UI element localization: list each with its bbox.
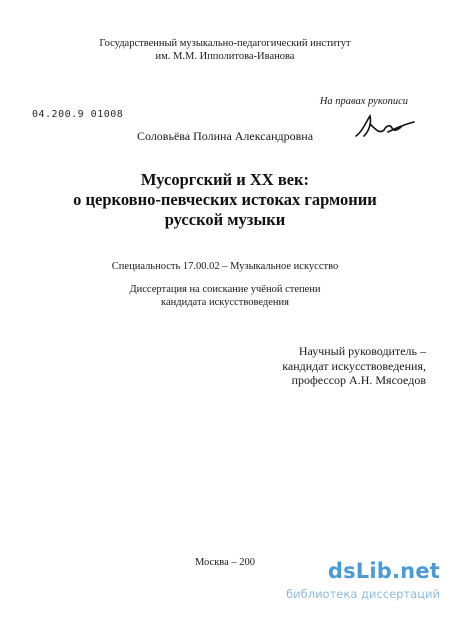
institute-name: Государственный музыкально-педагогический институт — [99, 38, 351, 49]
author-name: Соловьёва Полина Александровна — [136, 129, 314, 143]
rights-note: На правах рукописи — [319, 96, 408, 107]
dissertation-title — [0, 170, 450, 230]
specialty-line: Специальность 17.00.02 – Музыкальное искусство — [111, 261, 339, 272]
watermark-subtitle: библиотека диссертаций — [286, 587, 440, 601]
title-line: Мусоргский и XX век: — [140, 170, 310, 189]
title-line: русской музыки — [164, 210, 286, 229]
degree-line: кандидата искусствоведения — [161, 297, 289, 308]
institute-named-after: им. М.М. Ипполитова-Иванова — [155, 51, 295, 62]
supervisor-line: профессор А.Н. Мясоедов — [291, 373, 426, 387]
title-line: о церковно-певческих истоках гармонии — [73, 190, 377, 209]
watermark-brand: dsLib.net — [327, 559, 440, 583]
supervisor-line: кандидат искусствоведения, — [282, 358, 426, 373]
place-year: Москва – 200 — [194, 557, 256, 568]
institute-header — [0, 37, 450, 63]
registry-number: 04.200.9 01008 — [32, 109, 124, 120]
supervisor-block — [250, 344, 450, 388]
degree-line: Диссертация на соискание учёной степени — [129, 284, 321, 295]
watermark-logo — [240, 559, 440, 611]
degree-statement — [0, 283, 450, 309]
supervisor-line: Научный руководитель – — [298, 344, 426, 358]
